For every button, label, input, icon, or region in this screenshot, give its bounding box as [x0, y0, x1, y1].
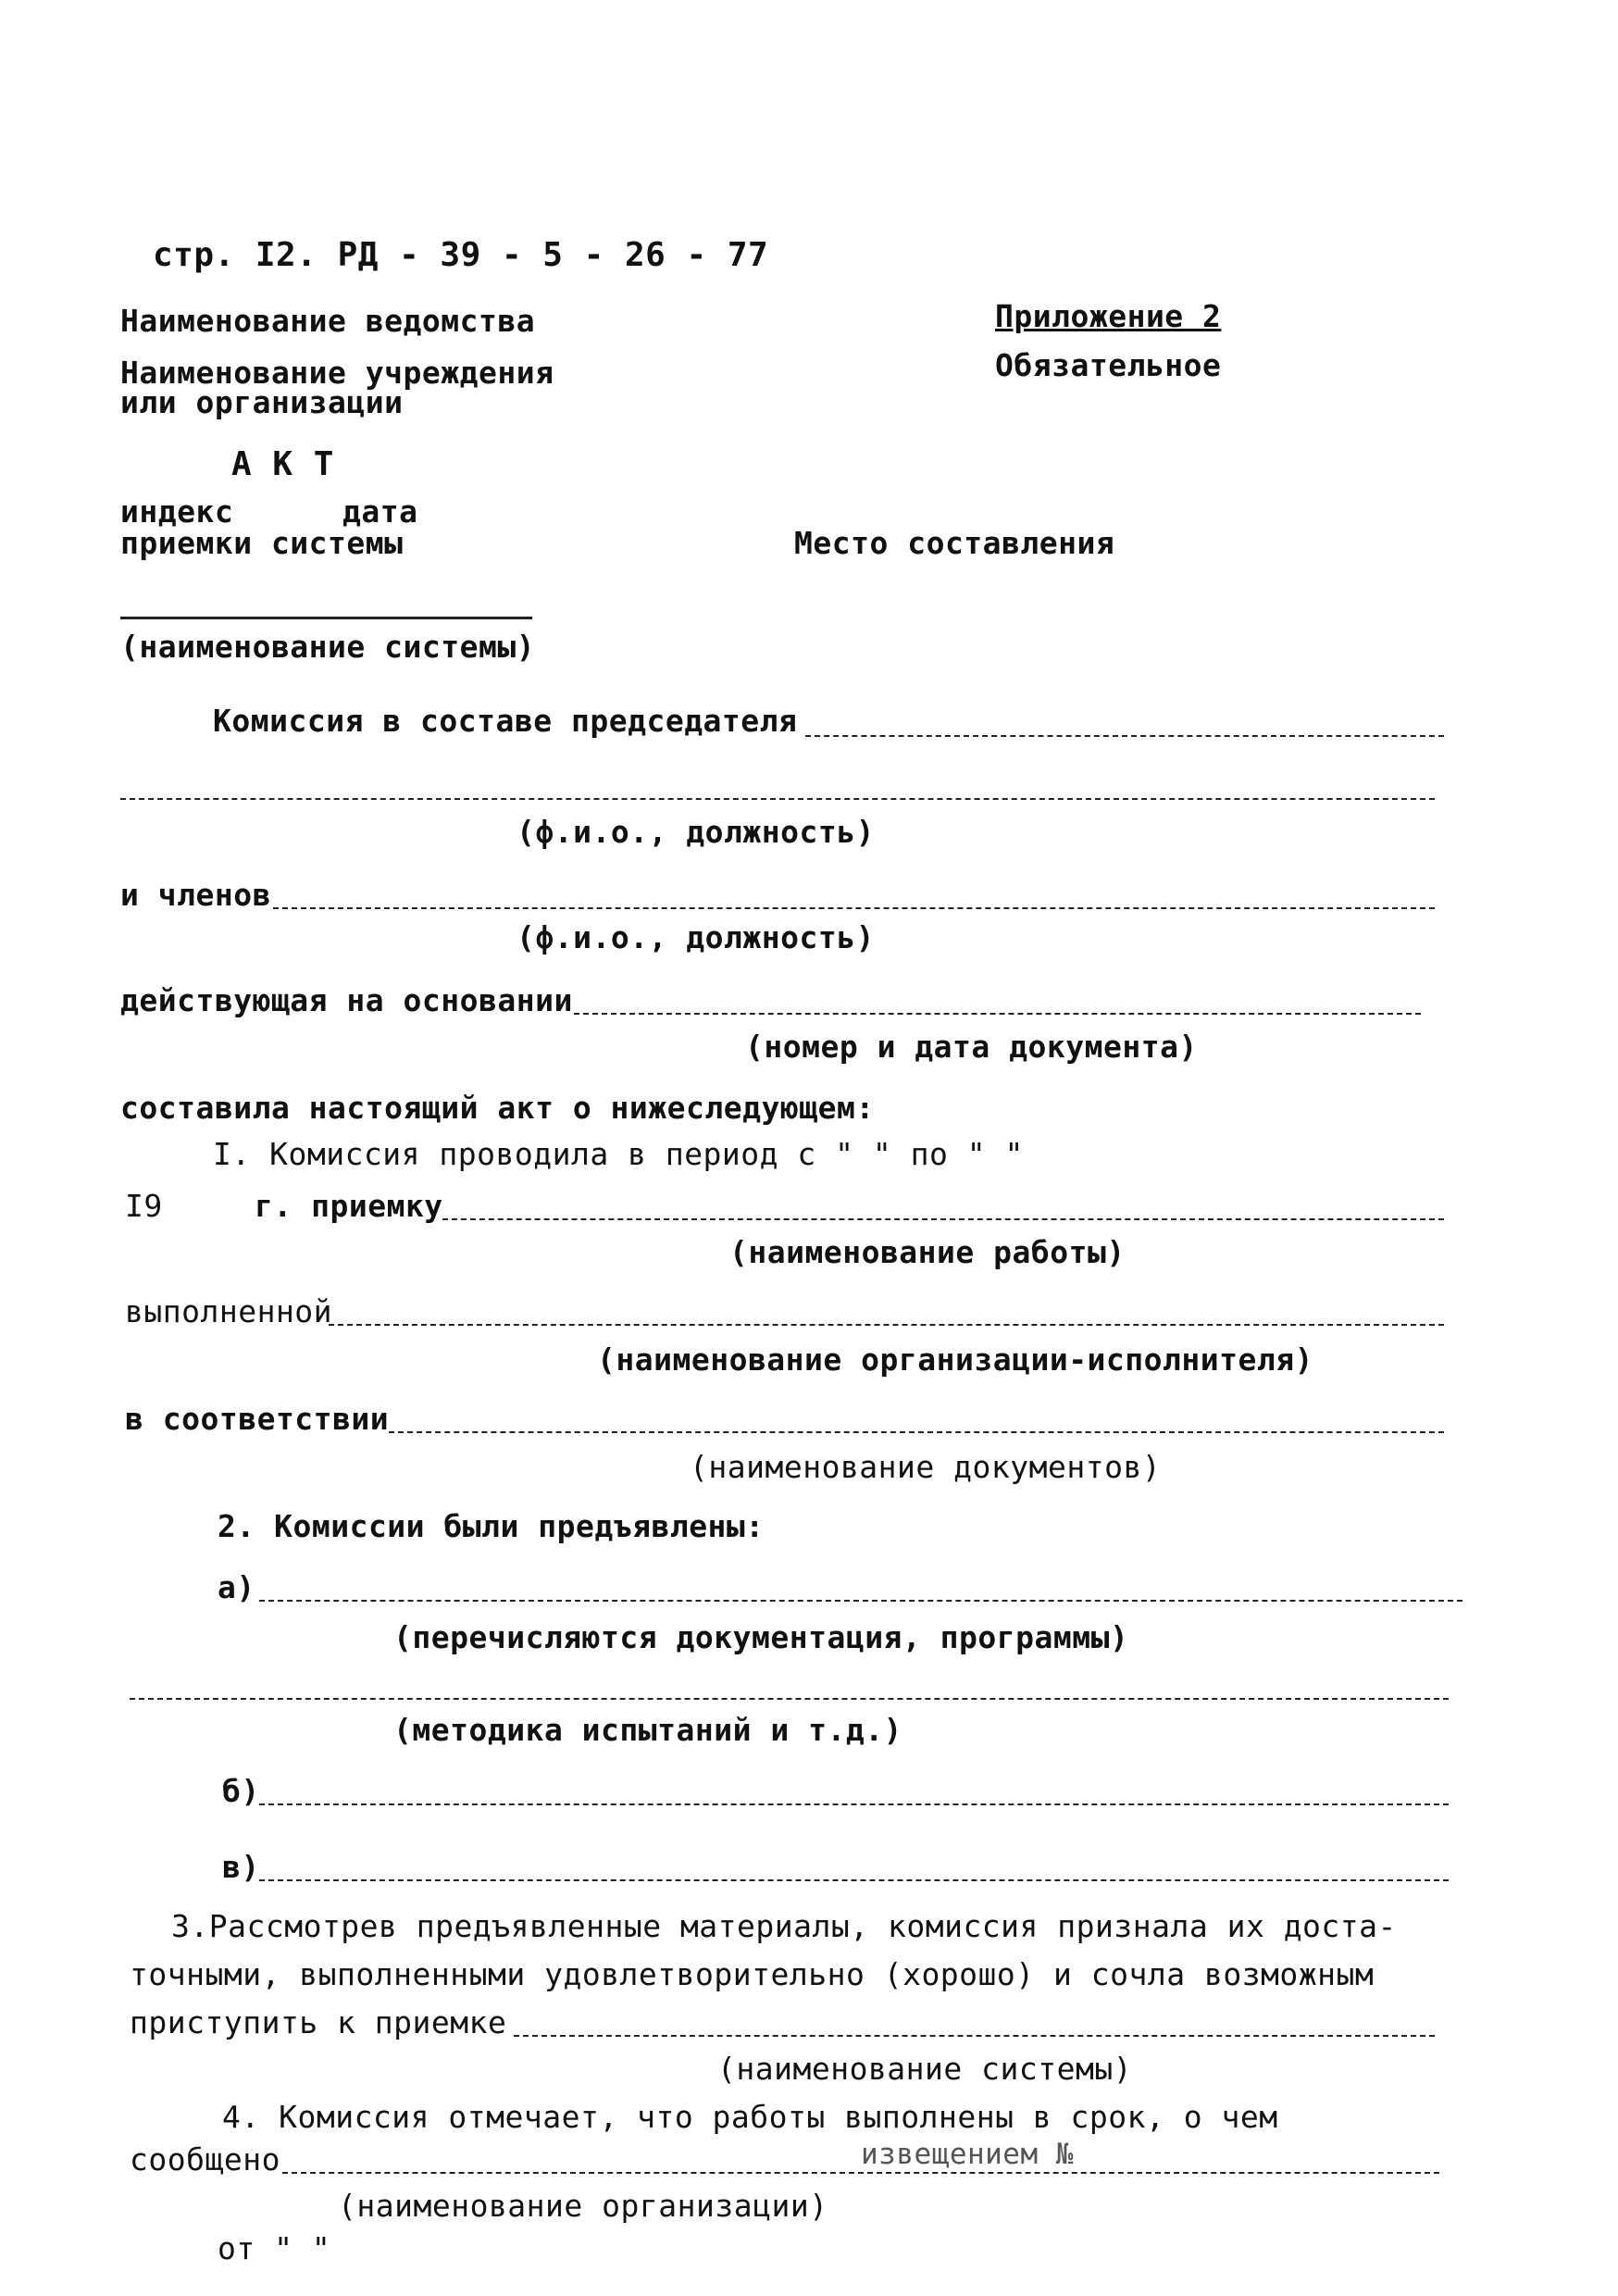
system-caption: (наименование системы)	[120, 629, 536, 665]
basis-line	[574, 1013, 1421, 1015]
performed-label: выполненной	[125, 1293, 333, 1329]
org-name-caption: (наименование организации)	[338, 2188, 828, 2224]
documents-caption: (наименование документов)	[690, 1449, 1162, 1485]
item-a-label: а)	[218, 1569, 255, 1605]
acceptance-of-label: г. приемку	[255, 1188, 443, 1224]
work-line	[442, 1218, 1444, 1220]
item-1-text: I. Комиссия проводила в период с " " по " "	[213, 1136, 1024, 1172]
members-line	[273, 907, 1435, 909]
listed-docs-caption: (перечисляются документация, программы)	[393, 1619, 1129, 1655]
place-label: Место составления	[794, 525, 1115, 561]
item-v-line	[259, 1879, 1449, 1881]
index-label: индекс	[120, 493, 234, 530]
system-name-line	[120, 617, 532, 619]
members-label: и членов	[120, 877, 271, 913]
system-name-caption: (наименование системы)	[717, 2051, 1133, 2087]
page-reference: стр. I2. РД - 39 - 5 - 26 - 77	[153, 236, 769, 274]
fio-caption-2: (ф.и.о., должность)	[517, 919, 875, 955]
contractor-line	[329, 1324, 1444, 1326]
compiled-act-text: составила настоящий акт о нижеследующем:	[120, 1090, 875, 1126]
reported-label: сообщено	[130, 2141, 280, 2177]
appendix-label: Приложение 2	[995, 298, 1222, 334]
doc-number-caption: (номер и дата документа)	[745, 1029, 1198, 1065]
item-2-text: 2. Комиссии были предъявлены:	[218, 1508, 765, 1544]
item-v-label: в)	[222, 1849, 260, 1885]
status-label: Обязательное	[995, 347, 1222, 383]
commission-chair-label: Комиссия в составе председателя	[213, 703, 798, 739]
test-methods-caption: (методика испытаний и т.д.)	[393, 1712, 902, 1748]
item-3-line-2: точными, выполненными удовлетворительно (хорошо) и сочла возможным	[130, 1956, 1375, 1992]
reported-line	[282, 2172, 1439, 2174]
item-3-line-3: приступить к приемке	[130, 2004, 507, 2040]
notice-label: извещением №	[861, 2138, 1074, 2171]
system-acceptance-line	[514, 2035, 1435, 2037]
institution-name: Наименование учреждения	[120, 355, 554, 391]
date-label: дата	[342, 493, 418, 530]
contractor-caption: (наименование организации-исполнителя)	[597, 1341, 1313, 1378]
act-title: А К Т	[231, 445, 334, 483]
department-name: Наименование ведомства	[120, 303, 536, 339]
item-b-line	[259, 1803, 1449, 1805]
basis-label: действующая на основании	[120, 982, 573, 1018]
item-a-line	[259, 1600, 1462, 1602]
item-b-label: б)	[222, 1773, 260, 1809]
documents-line	[389, 1431, 1444, 1433]
in-accordance-label: в соответствии	[125, 1401, 390, 1437]
from-date-label: от " "	[218, 2230, 331, 2266]
work-name-caption: (наименование работы)	[729, 1234, 1126, 1270]
fio-caption-1: (ф.и.о., должность)	[517, 814, 875, 850]
acceptance-label: приемки системы	[120, 525, 404, 561]
item-a-line-2	[130, 1698, 1449, 1700]
institution-name-2: или организации	[120, 384, 404, 420]
item-4-line-1: 4. Комиссия отмечает, что работы выполнены в срок, о чем	[222, 2099, 1278, 2135]
chair-line	[805, 735, 1444, 737]
chair-line-2	[120, 798, 1435, 800]
item-3-line-1: 3.Рассмотрев предъявленные материалы, комиссия признала их доста-	[171, 1908, 1397, 1944]
year-prefix: I9	[125, 1188, 163, 1224]
